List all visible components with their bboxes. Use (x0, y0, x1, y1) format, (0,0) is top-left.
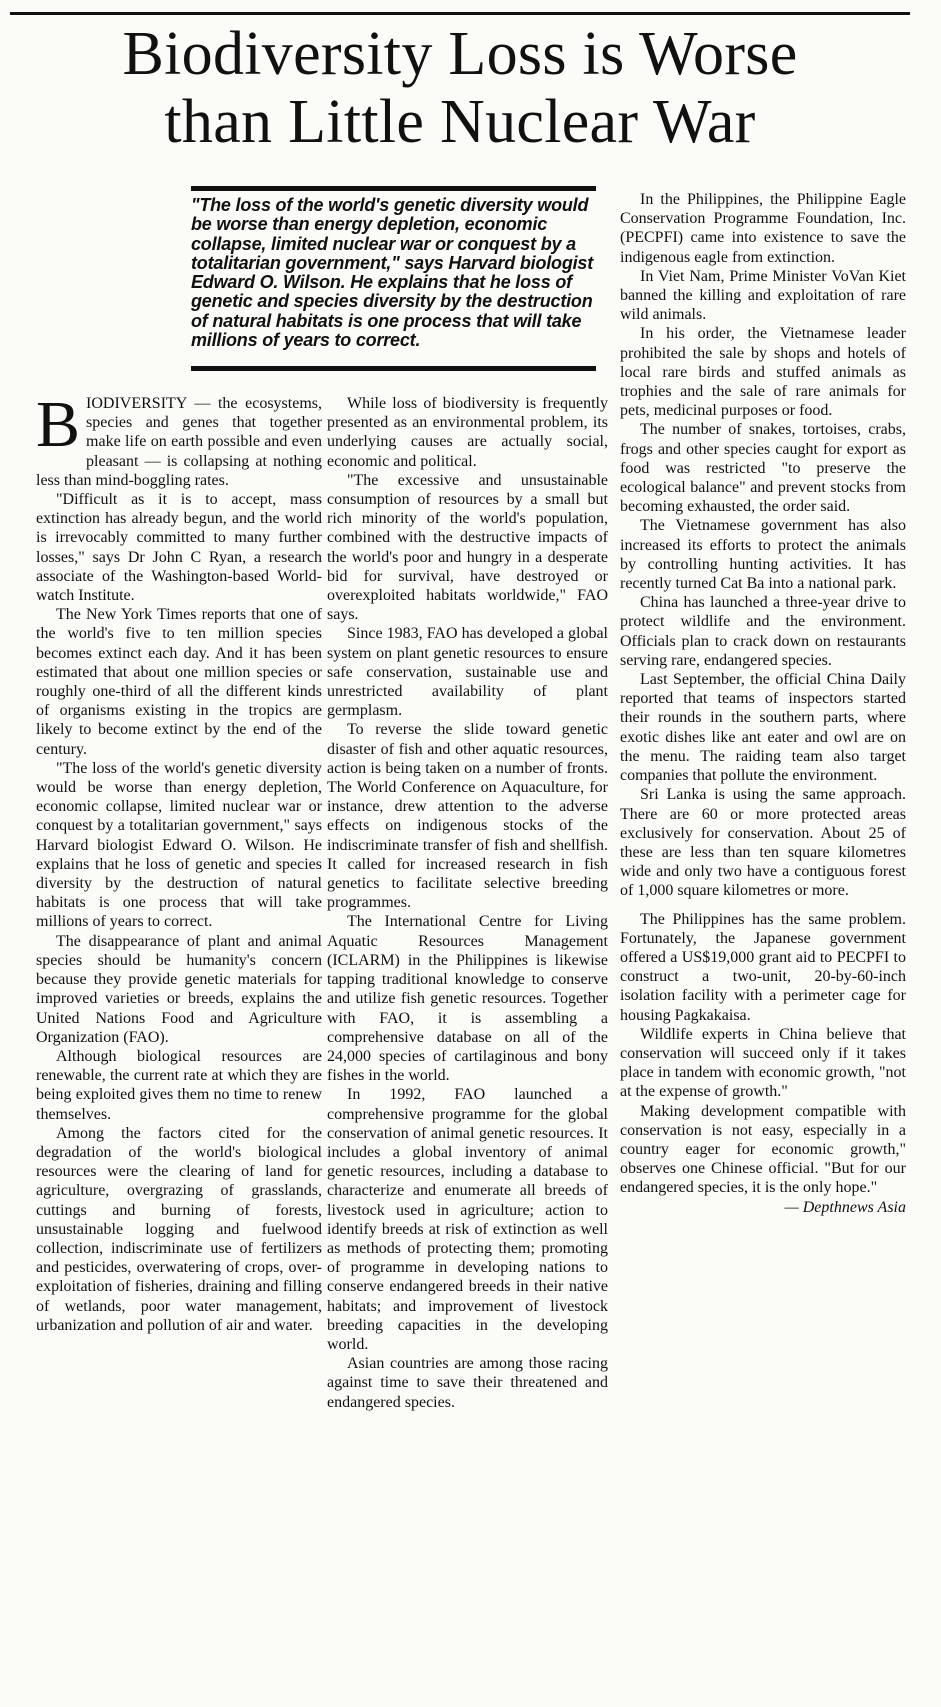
article-column-2 (327, 394, 608, 1412)
paragraph: In Viet Nam, Prime Minister VoVan Kiet banned the killing and exploitation of rare wild animals. (620, 267, 906, 324)
paragraph: The Vietnamese government has also increased its efforts to protect the animals by controlling hunting activities. It has recently turned Cat Ba into a national park. (620, 517, 906, 593)
paragraph: To reverse the slide toward genetic disaster of fish and other aquatic resources, action is being taken on a number of fronts. The World Conference on Aquaculture, for instance, drew attention to the adverse effects on indigenous stocks of the indiscriminate transfer of fish and shellfish. It called for increased research in fish genetics to facilitate selective breeding programmes. (327, 721, 608, 912)
article-column-1 (36, 388, 322, 1335)
headline (0, 20, 920, 156)
headline-line-1: Biodiversity Loss is Worse (122, 20, 798, 88)
paragraph: IODIVERSITY — the ecosystems, species and genes that together make life on earth possible and even pleasant — is collapsing at nothing less than mind-boggling rates. (36, 395, 322, 489)
paragraph: In his order, the Vietnamese leader prohibited the sale by shops and hotels of local rare birds and stuffed animals as trophies and the sale of rare animals for pets, medicinal purposes or food. (620, 325, 906, 420)
deck-bottom-rule (191, 366, 596, 371)
paragraph: Since 1983, FAO has developed a global system on plant genetic resources to ensure safe conservation, sustainable use and unrestricted availability of plant germplasm. (327, 625, 608, 720)
deck-pullquote: "The loss of the world's genetic diversity would be worse than energy depletion, economic collapse, limited nuclear war or conquest by a totalitarian government," says Harvard biologist Edward O. Wilson. He explains that he loss of genetic and species diversity by the destruction of natural habitats is one process that will take millions of years to correct. (191, 195, 594, 351)
headline-line-2: than Little Nuclear War (164, 88, 756, 156)
paragraph: While loss of biodiversity is frequently presented as an environmental problem, its underlying causes are actually social, economic and political. (327, 395, 608, 470)
paragraph: Last September, the official China Daily reported that teams of inspectors started their rounds in the southern parts, where exotic dishes like ant eater and owl are on the menu. The raiding team also target companies that pollute the environment. (620, 671, 906, 785)
paragraph: In the Philippines, the Philippine Eagle Conservation Programme Foundation, Inc. (PECPFI) came into existence to save the indigenous eagle from extinction. (620, 191, 906, 266)
paragraph: In 1992, FAO launched a comprehensive programme for the global conservation of animal genetic resources. It includes a global inventory of animal genetic resources, including a database to characterize and enumerate all breeds of livestock used in agriculture; action to identify breeds at risk of extinction as well as methods of protecting them; promoting of programme in developing nations to conserve endangered breeds in their native habitats; and improvement of livestock breeding capacities in the developing world. (327, 1086, 608, 1353)
paragraph: Among the factors cited for the degradation of the world's biological resources were the clearing of land for agriculture, overgrazing of grasslands, cuttings and burning of forests, unsustainable logging and fuelwood collection, indiscriminate use of fertilizers and pesticides, overwatering of crops, over-exploitation of fisheries, draining and filling of wetlands, poor water management, urbanization and pollution of air and water. (36, 1124, 322, 1334)
paragraph: The International Centre for Living Aquatic Resources Management (ICLARM) in the Philippines is likewise tapping traditional knowledge to conserve and utilize fish genetic resources. Together with FAO, it is assembling a comprehensive database on all of the 24,000 species of cartilaginous and bony fishes in the world. (327, 913, 608, 1085)
paragraph: The disappearance of plant and animal species should be humanity's concern because they provide genetic materials for improved varieties or breeds, explains the United Nations Food and Agriculture Organization (FAO). (36, 932, 322, 1046)
paragraph: Asian countries are among those racing against time to save their threatened and endangered species. (327, 1355, 608, 1411)
paragraph: The number of snakes, tortoises, crabs, frogs and other species caught for export as food was restricted "to preserve the ecological balance" and prevent stocks from becoming exhausted, the order said. (620, 421, 906, 516)
article-column-3 (620, 190, 906, 1217)
deck-top-rule (191, 186, 596, 191)
paragraph: Wildlife experts in China believe that conservation will succeed only if it takes place in tandem with economic growth, "not at the expense of growth." (620, 1025, 906, 1101)
top-rule (10, 12, 910, 15)
paragraph: The New York Times reports that one of the world's five to ten million species becomes extinct each day. And it has been estimated that about one million species or roughly one-third of all the different kinds of organisms existing in the tropics are likely to become extinct by the end of the century. (36, 606, 322, 758)
paragraph: China has launched a three-year drive to protect wildlife and the environment. Officials plan to crack down on restaurants serving rare, endangered species. (620, 594, 906, 669)
drop-cap: B (36, 388, 81, 461)
paragraph: "The loss of the world's genetic diversity would be worse than energy depletion, economic collapse, limited nuclear war or conquest by a totalitarian government," says Harvard biologist Edward O. Wilson. He explains that he loss of genetic and species diversity by the destruction of natural habitats is one process that will take millions of years to correct. (36, 759, 322, 931)
byline: — Depthnews Asia (784, 1198, 906, 1216)
paragraph: Making development compatible with conservation is not easy, especially in a country eager for economic growth," observes one Chinese official. "But for our endangered species, it is the only hope." (620, 1102, 906, 1197)
paragraph: The Philippines has the same problem. Fortunately, the Japanese government offered a US$19,000 grant aid to PECPFI to construct a two-unit, 20-by-60-inch isolation facility with a perimeter cage for housing Pagkakaisa. (620, 910, 906, 1024)
paragraph: Although biological resources are renewable, the current rate at which they are being exploited gives them no time to renew themselves. (36, 1047, 322, 1123)
paragraph-gap (620, 901, 906, 910)
paragraph: "The excessive and unsustainable consumption of resources by a small but rich minority of the world's population, combined with the destructive impacts of the world's poor and hungry in a desperate bid for survival, have destroyed or overexploited habitats worldwide," FAO says. (327, 471, 608, 624)
paragraph: Sri Lanka is using the same approach. There are 60 or more protected areas exclusively for conservation. About 25 of these are less than ten square kilometres wide and only two have a contiguous forest of 1,000 square kilometres or more. (620, 786, 906, 900)
paragraph: "Difficult as it is to accept, mass extinction has already begun, and the world is irrevocably committed to many further losses," says Dr John C Ryan, a research associate of the Washington-based World-watch Institute. (36, 491, 322, 605)
